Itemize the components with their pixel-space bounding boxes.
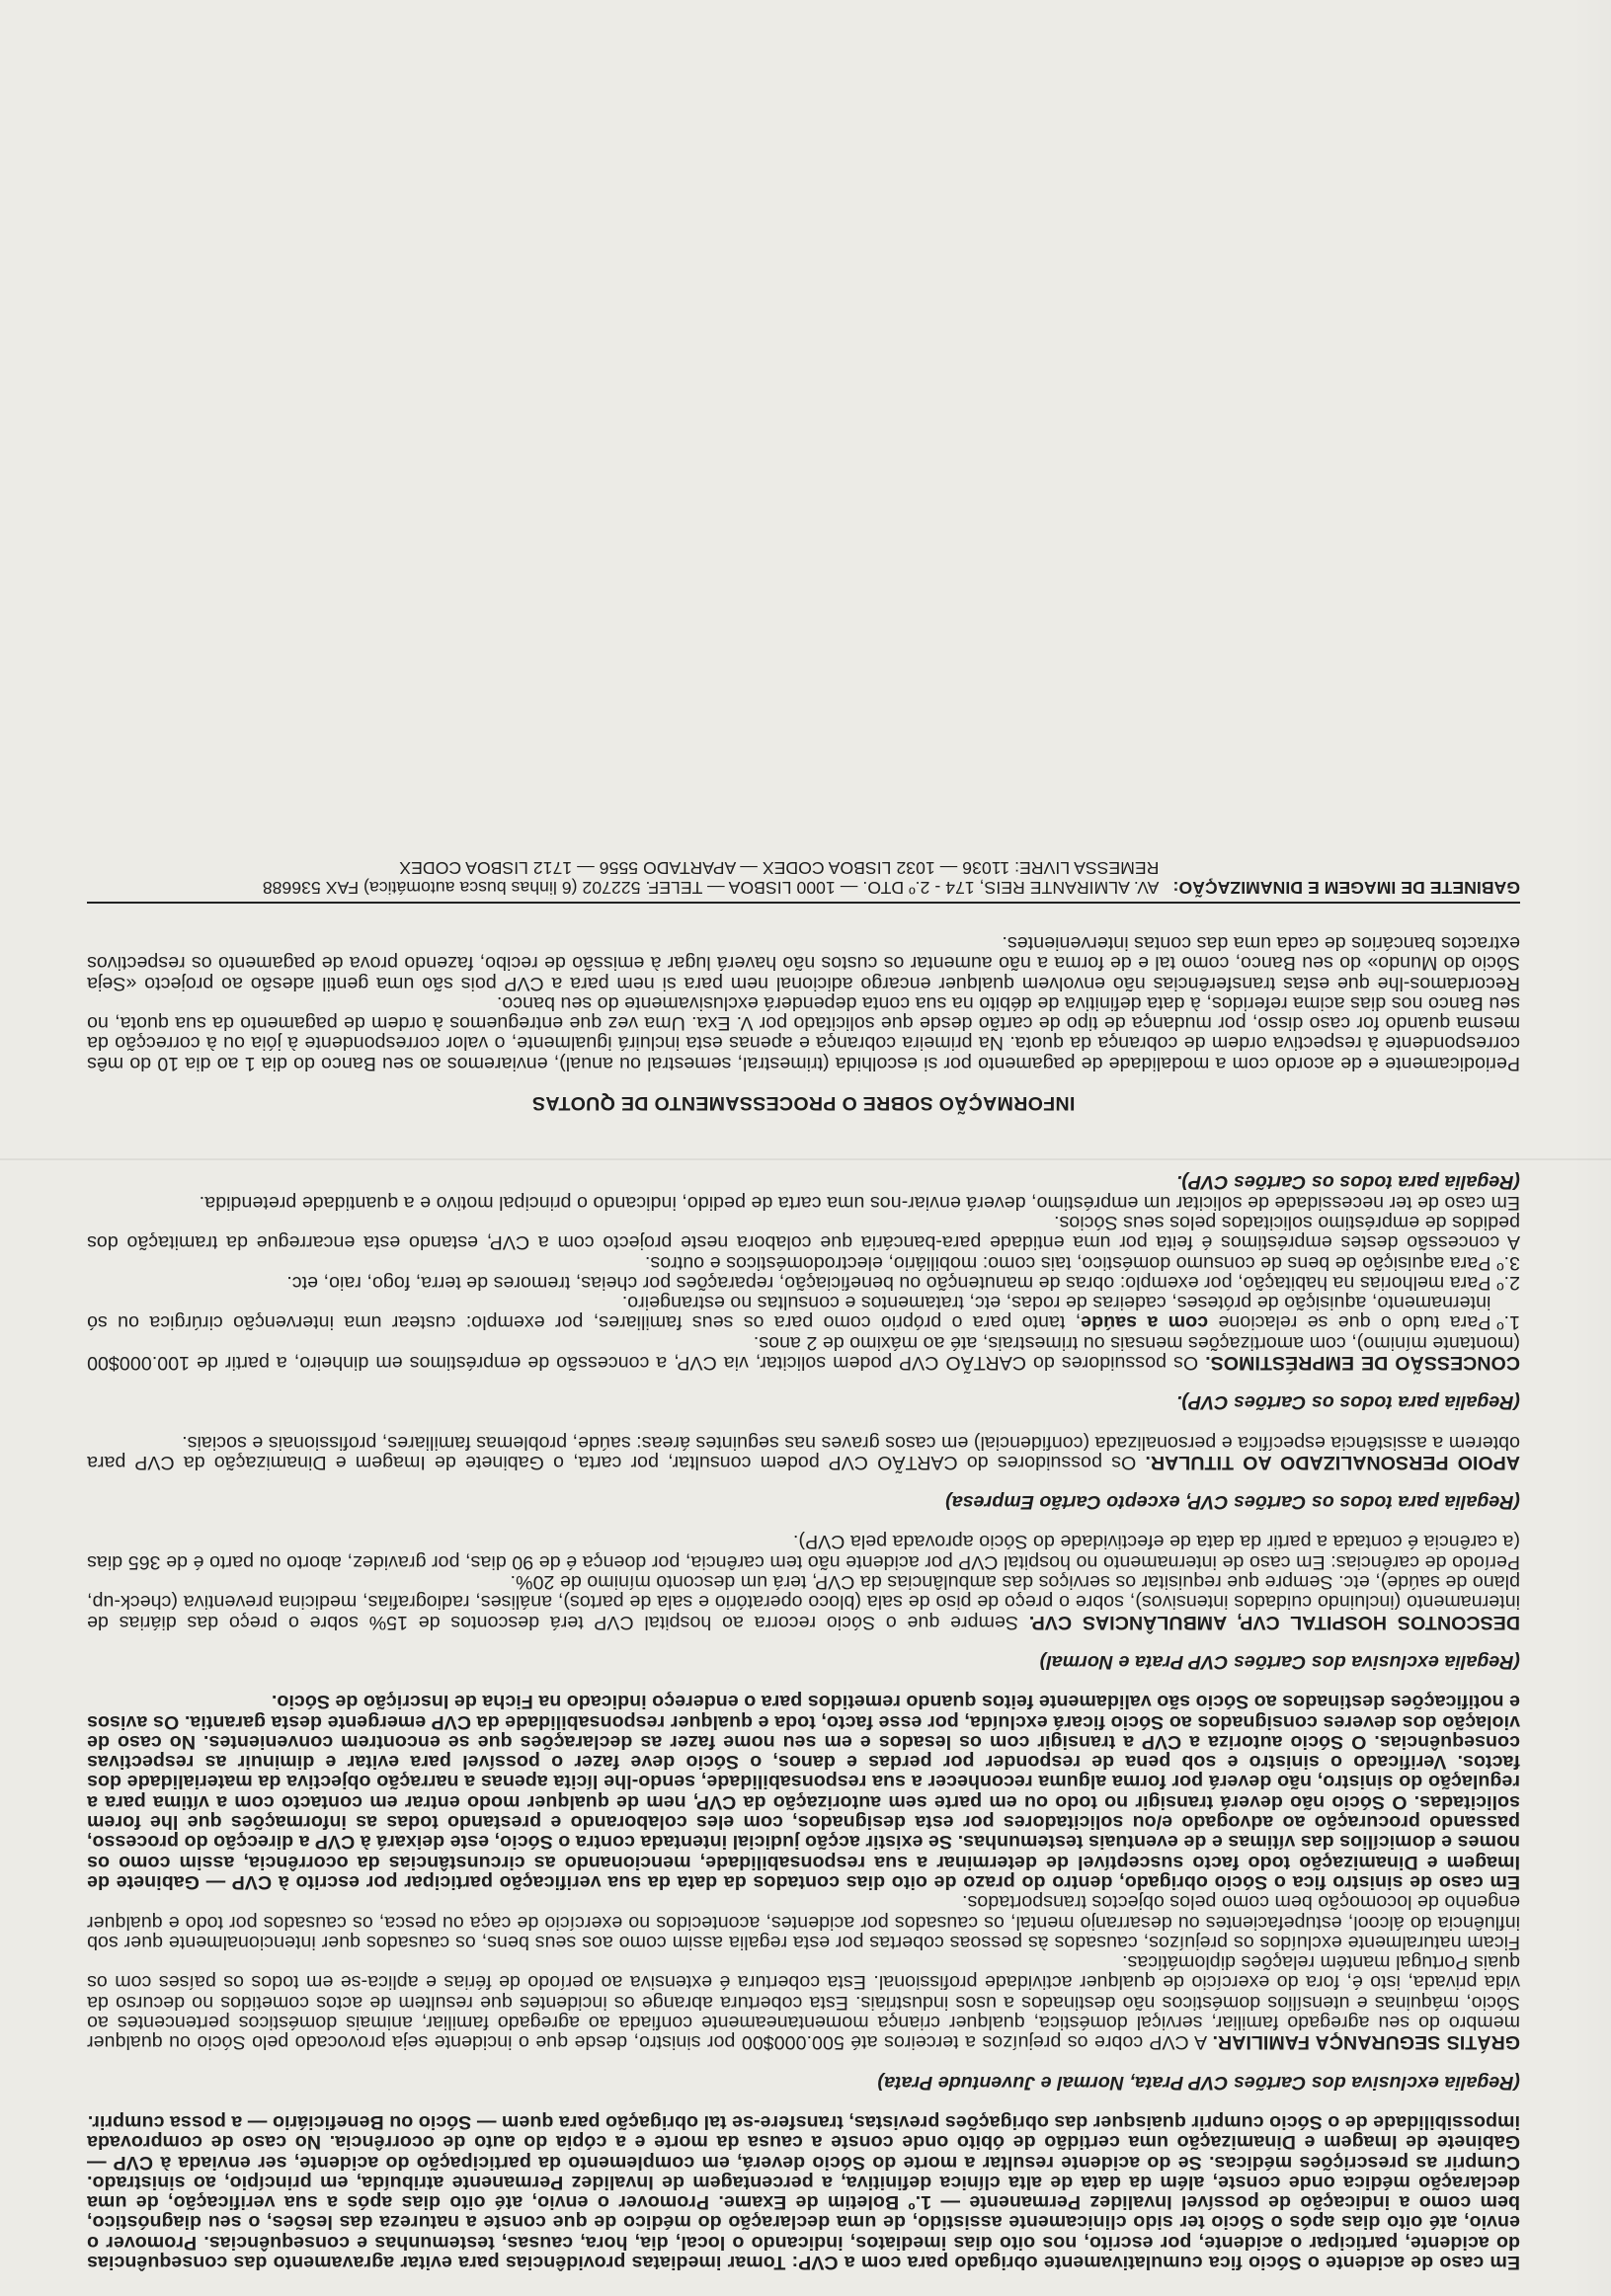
loans-item-text	[87, 1293, 1490, 1333]
support-paragraph	[87, 1432, 1520, 1472]
loans-item-number: 2.º	[1496, 1271, 1520, 1294]
family-text-1: A CVP cobre os prejuízos a terceiros até 500.000$00 por sinistro, desde que o incidente seja provocado pelo Sócio ou qualquer membro do seu agregado familiar, serviçal doméstica, qualquer criança momentaneamente confiada ao agregado familiar, animais domésticos pertencentes ao Sócio, máquinas e utensílios domésticos não destinados a usos industriais. Esta cobertura abrange os incidentes que resultem de actos cometidos no decurso da vida privada, isto é, fora do exercício de qualquer actividade profissional. Esta cobertura é extensiva ao período de férias e aplica-se em todos os países com os quais Portugal mantém relações diplomáticas.	[87, 1951, 1520, 2054]
quotas-heading: INFORMAÇÃO SOBRE O PROCESSAMENTO DE QUOTAS	[531, 1092, 1076, 1115]
loans-item-text-c: , tanto para o próprio como para os seus familiares, por exemplo: custear uma intervenção cirúrgica ou só internamento, aquisição de próteses, cadeiras de rodas, etc, tratamentos e consultas no estrangeiro.	[87, 1292, 1491, 1334]
loans-item-emphasis: com a saúde	[1081, 1311, 1209, 1334]
support-section	[87, 1392, 1520, 1472]
loans-item-text: Para melhorias na habitação, por exemplo: obras de manutenção ou beneficiação, reparações por cheias, tremores de terra, fogo, raio, etc.	[286, 1271, 1491, 1294]
family-paragraph-2: Ficam naturalmente excluídos os prejuízos, causados às pessoas cobertas por esta regalia assim como aos seus bens, os causados quer intencionalmente quer sob influência do álcool, estupefacientes ou desarranjo mental, os causados por acidentes, acontecidos no exercício de caça ou pesca, os causados por todo e qualquer engenho de locomoção bem como pelos objectos transportados.	[87, 1891, 1520, 1953]
loans-paragraph-3: Em caso de ter necessidade de solicitar um empréstimo, deverá enviar-nos uma carta de pedido, indicando o principal motivo e a quantidade pretendida.	[199, 1191, 1520, 1214]
hospital-paragraph-2: Período de carências: Em caso de internamento no hospital CVP por acidente não tem carência, por doença é de 90 dias, por gravidez, aborto ou parto é de 365 dias (a carência é contada a partir da data de efectividade do Sócio aprovada pela CVP).	[87, 1531, 1520, 1573]
quotas-section	[87, 933, 1520, 1113]
footer-address-line-1: AV. ALMIRANTE REIS, 174 - 2.º DTO. — 1000 LISBOA — TELEF. 522702 (6 linhas busca automática) FAX 536688	[262, 877, 1160, 898]
family-section	[87, 1652, 1520, 2053]
footer-rule	[87, 902, 1520, 904]
family-note: (Regalia exclusiva dos Cartões CVP Prata e Normal)	[1039, 1650, 1520, 1673]
hospital-text-1: Sempre que o Sócio recorra ao hospital CVP terá descontos de 15% sobre o preço das diárias de internamento (incluindo cuidados intensivos), sobre o preço de piso de sala (bloco operatório e sala de partos), análises, radiografias, medicina preventiva (check-up, plano de saúde), etc. Sempre que requisitar os serviços das ambulâncias da CVP, terá um desconto mínimo de 20%.	[87, 1571, 1520, 1633]
loans-text-1: Os possuidores do CARTÃO CVP podem solicitar, via CVP, a concessão de empréstimos em dinheiro, a partir de 100.000$00 (montante mínimo), com amortizações mensais ou trimestrais, até ao máximo de 2 anos.	[87, 1331, 1520, 1375]
loans-section	[87, 1172, 1520, 1373]
accident-paragraph: Em caso de acidente o Sócio fica cumulativamente obrigado para com a CVP: Tomar imediatas providências para evitar agravamento das consequências do acidente, participar o acidente, por escrito, nos oito dias imediatos, indicando o local, dia, hora, causas, testemunhas e consequências. Promover o envio, até oito dias após o Sócio ter sido clinicamente assistido, de uma declaração do médico de que conste a natureza das lesões, o seu diagnóstico, bem como a indicação de possível Invalidez Permanente — 1.º Boletim de Exame. Promover o envio, até oito dias após a sua verificação, de uma declaração médica onde conste, além da data de alta clínica definitiva, a percentagem de Invalidez Permanente atribuída, em princípio, ao sinistrado. Cumprir as prescrições médicas. Se do acidente resultar a morte do Sócio deverá, em complemento da participação do acidente, ser enviada à CVP — Gabinete de Imagem e Dinamização uma certidão de óbito onde conste a causa da morte e a cópia do auto de ocorrência. No caso de comprovada impossibilidade de o Sócio cumprir quaisquer das obrigações previstas, transfere-se tal obrigação para quem — Sócio ou Beneficiário — a possa cumprir.	[87, 2110, 1520, 2273]
footer	[87, 858, 1520, 902]
support-text: Os possuidores do CARTÃO CVP podem consultar, por carta, o Gabinete de Imagem e Dinamização da CVP para obterem a assistência específica e personalizada (confidencial) em casos graves nas seguintes áreas: saúde, problemas familiares, profissionais e sociais.	[87, 1431, 1520, 1473]
family-title: GRÁTIS SEGURANÇA FAMILIAR.	[1212, 2031, 1520, 2054]
hospital-section	[87, 1492, 1520, 1632]
loans-paragraph-2: A concessão destes empréstimos é feita por uma entidade para-bancária que colabora neste projecto com a CVP, estando esta encarregue da tramitação dos pedidos de empréstimo solicitados pelos seus Sócios.	[87, 1211, 1520, 1254]
accident-note: (Regalia exclusiva dos Cartões CVP Prata, Normal e Juventude Prata)	[877, 2071, 1520, 2094]
support-title: APOIO PERSONALIZADO AO TITULAR.	[1145, 1451, 1520, 1473]
accident-section	[87, 2072, 1520, 2272]
hospital-paragraph-1	[87, 1572, 1520, 1632]
loans-item-2	[87, 1273, 1520, 1293]
loans-item-text-a: Para tudo o que se relacione	[1208, 1311, 1491, 1334]
footer-address	[87, 858, 1159, 898]
loans-paragraph-1	[87, 1332, 1520, 1373]
quotas-paragraph-1: Periodicamente e de acordo com a modalidade de pagamento por si escolhida (trimestral, semestral ou anual), enviaremos ao seu Banco do dia 1 ao dia 10 do mês correspondente à respectiva ordem de cobrança da quota. Na primeira cobrança e apenas esta incluirá igualmente, o valor correspondente à jóia ou à correcção da mesma quando for caso disso, por mudança de tipo de cartão desde que solicitado por V. Exa. Uma vez que entreguemos à ordem de pagamento da sua quota, no seu Banco nos dias acima referidos, à data definitiva de débito na sua conta dependerá exclusivamente do seu banco.	[87, 991, 1520, 1074]
loans-item-3	[87, 1252, 1520, 1272]
family-paragraph-3: Em caso de sinistro fica o Sócio obrigado, dentro do prazo de oito dias contados da data da sua verificação participar por escrito à CVP — Gabinete de Imagem e Dinamização todo facto susceptível de determinar a sua responsabilidade, mencionando as circunstâncias da ocorrência, assim como os nomes e domicílios das vítimas e de eventuais testemunhas. Se existir acção judicial intentada contra o Sócio, este deixará à CVP a direcção do processo, passando procuração ao advogado e/ou solicitadores por esta designados, com eles colaborando e prestando todas as informações que lhe forem solicitadas. O Sócio não deverá transigir no todo ou em parte sem autorização da CVP, nem de qualquer modo entrar em contacto com a vítima para a regulação do sinistro, não deverá por forma alguma reconhecer a sua responsabilidade, sendo-lhe lícita apenas a narração objectiva da materialidade dos factos. Verificado o sinistro e sob pena de responder por perdas e danos, o Sócio deve fazer o possível para evitar e diminuir as respectivas consequências. O Sócio autoriza a CVP a transigir com os lesados e em seu nome fazer as declarações que se encontrem convenientes. No caso de violação dos deveres consignados ao Sócio ficará excluída, por esse facto, toda e qualquer responsabilidade da CVP emergente desta garantia. Os avisos e notificações destinados ao Sócio são validamente feitos quando remetidos para o endereço indicado na Ficha de Inscrição de Sócio.	[87, 1691, 1520, 1893]
footer-address-line-2: REMESSA LIVRE: 11036 — 1032 LISBOA CODEX — APARTADO 5556 — 1712 LISBOA CODEX	[399, 857, 1160, 878]
loans-note: (Regalia para todos os Cartões CVP).	[1175, 1171, 1520, 1194]
loans-item-number: 3.º	[1496, 1251, 1520, 1274]
quotas-paragraph-2: Recordamos-lhe que estas transferências não envolvem qualquer encargo adicional nem para si nem para a CVP pois são uma gentil adesão ao projecto «Seja Sócio do Mundo» do seu Banco, como tal e de forma a não aumentar os custos não haverá lugar à emissão de recibo, fazendo prova de pagamento os respectivos extractos bancários de cada uma das contas intervenientes.	[87, 931, 1520, 994]
hospital-note: (Regalia para todos os Cartões CVP, excepto Cartão Empresa)	[945, 1491, 1520, 1514]
loans-item-text: Para aquisição de bens de consumo doméstico, tais como: mobiliário, electrodomésticos e outros.	[644, 1251, 1491, 1274]
loans-title: CONCESSÃO DE EMPRÉSTIMOS.	[1205, 1352, 1520, 1375]
document-body	[87, 858, 1520, 2272]
footer-label: GABINETE DE IMAGEM E DINAMIZAÇÃO:	[1172, 877, 1520, 898]
support-note: (Regalia para todos os Cartões CVP).	[1175, 1391, 1520, 1414]
loans-item-1	[87, 1293, 1520, 1333]
hospital-title: DESCONTOS HOSPITAL CVP, AMBULÂNCIAS CVP.	[1028, 1611, 1520, 1633]
family-paragraph-1	[87, 1952, 1520, 2052]
paper-fold	[0, 1158, 1611, 1160]
loans-item-number: 1.º	[1496, 1311, 1520, 1334]
